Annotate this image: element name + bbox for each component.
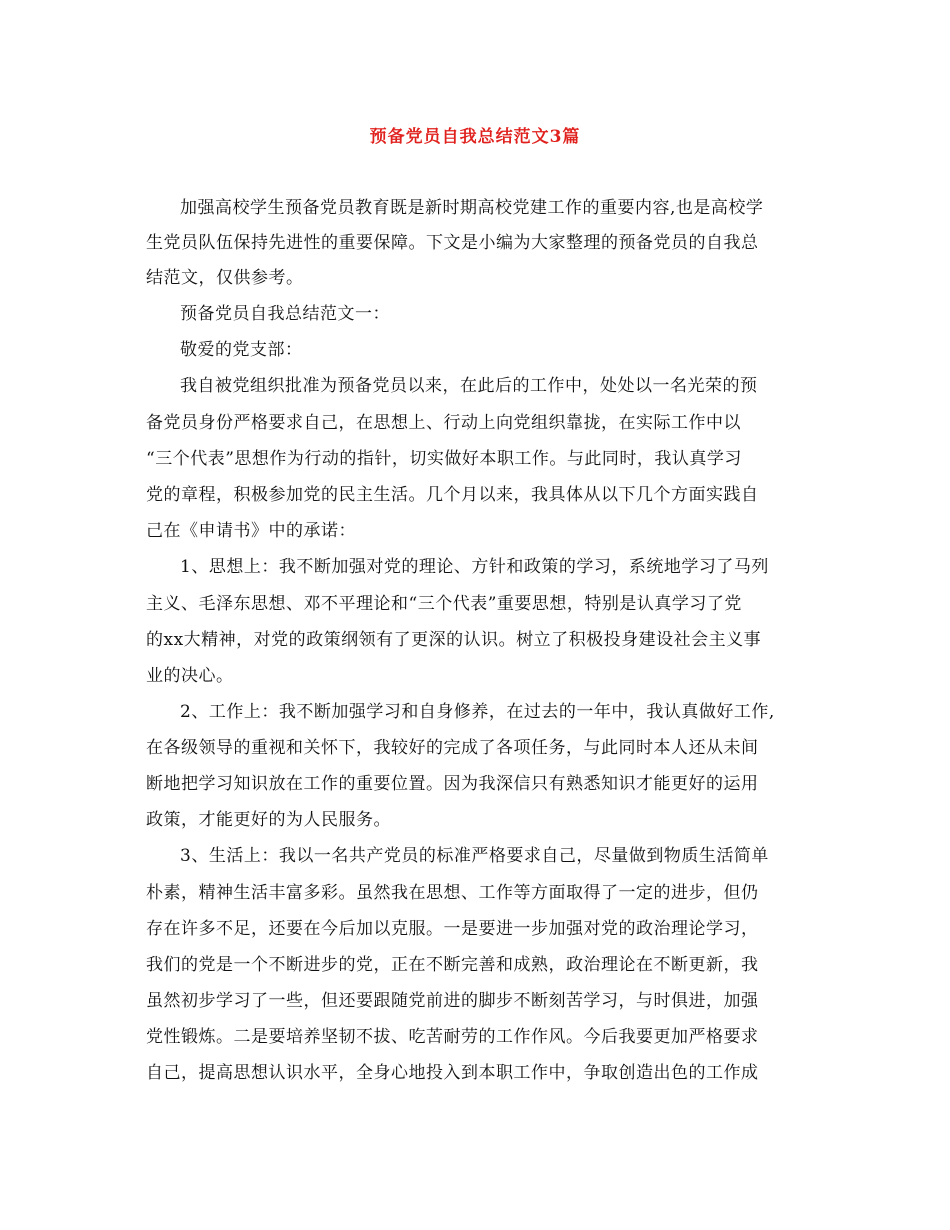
paragraph-line: 存在许多不足，还要在今后加以克服。一是要进一步加强对党的政治理论学习，: [146, 919, 759, 939]
paragraph-line: 的xx大精神，对党的政策纲领有了更深的认识。树立了积极投身建设社会主义事: [146, 630, 762, 650]
paragraph-line: 业的决心。: [146, 666, 234, 686]
paragraph-line: 结范文，仅供参考。: [146, 268, 304, 288]
paragraph-line: 备党员身份严格要求自己，在思想上、行动上向党组织靠拢，在实际工作中以: [146, 413, 741, 433]
salutation: 敬爱的党支部：: [180, 340, 303, 360]
paragraph-line: 生党员队伍保持先进性的重要保障。下文是小编为大家整理的预备党员的自我总: [146, 233, 759, 253]
paragraph-line: 虽然初步学习了一些，但还要跟随党前进的脚步不断刻苦学习，与时俱进，加强: [146, 991, 759, 1011]
paragraph-line: 2、工作上：我不断加强学习和自身修养，在过去的一年中，我认真做好工作,: [180, 702, 775, 722]
paragraph-line: 1、思想上：我不断加强对党的理论、方针和政策的学习，系统地学习了马列: [180, 557, 769, 577]
section-heading: 预备党员自我总结范文一：: [180, 304, 390, 324]
document-title: 预备党员自我总结范文3篇: [369, 127, 581, 147]
paragraph-line: 我自被党组织批准为预备党员以来，在此后的工作中，处处以一名光荣的预: [180, 376, 758, 396]
paragraph-line: 断地把学习知识放在工作的重要位置。因为我深信只有熟悉知识才能更好的运用: [146, 774, 759, 794]
paragraph-line: 政策，才能更好的为人民服务。: [146, 810, 391, 830]
paragraph-line: 党的章程，积极参加党的民主生活。几个月以来，我具体从以下几个方面实践自: [146, 485, 759, 505]
paragraph-line: 加强高校学生预备党员教育既是新时期高校党建工作的重要内容,也是高校学: [180, 198, 764, 218]
paragraph-line: 主义、毛泽东思想、邓不平理论和“三个代表”重要思想，特别是认真学习了党: [146, 594, 742, 614]
paragraph-line: 我们的党是一个不断进步的党，正在不断完善和成熟，政治理论在不断更新，我: [146, 955, 759, 975]
paragraph-line: 己在《申请书》中的承诺：: [146, 521, 356, 541]
paragraph-line: 3、生活上：我以一名共产党员的标准严格要求自己，尽量做到物质生活简单: [180, 846, 769, 866]
paragraph-line: 在各级领导的重视和关怀下，我较好的完成了各项任务，与此同时本人还从未间: [146, 738, 759, 758]
paragraph-line: 党性锻炼。二是要培养坚韧不拔、吃苦耐劳的工作作风。今后我要更加严格要求: [146, 1027, 759, 1047]
paragraph-line: “三个代表”思想作为行动的指针，切实做好本职工作。与此同时，我认真学习: [146, 449, 742, 469]
paragraph-line: 朴素，精神生活丰富多彩。虽然我在思想、工作等方面取得了一定的进步，但仍: [146, 883, 759, 903]
paragraph-line: 自己，提高思想认识水平，全身心地投入到本职工作中，争取创造出色的工作成: [146, 1063, 759, 1083]
